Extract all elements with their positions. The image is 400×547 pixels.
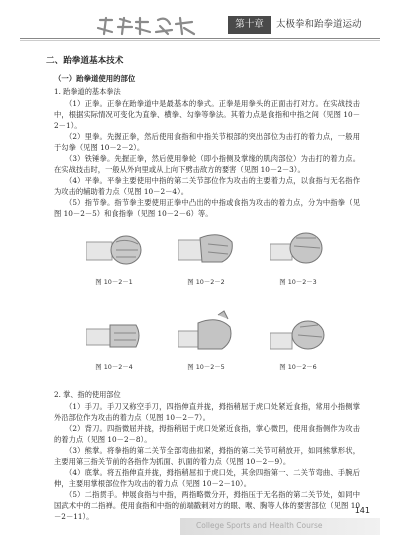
figure <box>270 224 326 287</box>
paragraph: （3）熊掌。将拳指的第二关节全部弯曲扣紧，拇指的第二关节可稍放开，如同熊掌形状，主要用第三指关节前的各指作为抓面、扒面的着力点（见图 10－2－9）。 <box>54 446 360 466</box>
hammer-fist-icon <box>270 224 328 274</box>
page-number: 141 <box>354 506 370 515</box>
figure-caption: 图 10－2－4 <box>95 363 133 371</box>
figure <box>86 224 142 287</box>
subsubsection-title: 1. 跆拳道的基本拳法 <box>54 87 121 96</box>
paragraph: （4）底掌。将五指伸直并拢，拇指稍屈扣于虎口处，其余四指第一、二关节弯曲、手腕后伸，主要用掌根部位作为攻击的着力点（见图 10－2－10）。 <box>54 468 360 488</box>
fist-front-icon <box>86 224 144 274</box>
calligraphy-logo-icon <box>96 14 206 38</box>
paragraph: （5）二指贯手。伸展食指与中指，两指略微分开，拇指压于无名指的第二关节处，如同中国武术中的二指禅。使用食指和中指的前端戳刺对方的眼、喉、胸等人体的要害部位（见图 10－2－11）。 <box>54 490 360 521</box>
subsection-title: （一）跆拳道使用的部位 <box>54 74 136 83</box>
paragraph: （4）平拳。平拳主要使用中指的第二关节部位作为攻击的主要着力点，以食指与无名指作为攻击的辅助着力点（见图 10－2－4）。 <box>54 176 360 196</box>
header-rule-light <box>20 40 380 41</box>
figure-caption: 图 10－2－3 <box>279 278 317 286</box>
figure-caption: 图 10－2－5 <box>187 363 225 371</box>
figure-row <box>54 309 360 389</box>
header-rule <box>20 38 380 39</box>
figure <box>86 309 142 372</box>
figure-caption: 图 10－2－1 <box>95 278 133 286</box>
page-content <box>46 50 360 522</box>
figure <box>178 309 234 372</box>
figure-caption: 图 10－2－6 <box>279 363 317 371</box>
paragraph: （3）铁锤拳。先握正拳，然后使用拳轮（即小指侧及掌缘的肌肉部位）为击打的着力点。在实战技击时，一般从外向里或从上向下劈击敌方的要害（见图 10－2－3）。 <box>54 154 360 174</box>
figure-row <box>54 222 360 306</box>
flat-fist-icon <box>86 309 144 359</box>
index-knuckle-fist-icon <box>270 309 328 359</box>
paragraph: （1）正拳。正拳在跆拳道中是最基本的拳式。正拳是用拳头的正面击打对方。在实战技击中，根据实际情况可变化为直拳、横拳、勾拳等拳法。其着力点是食指和中指之间（见图 10－2－1）。 <box>54 99 360 130</box>
subsubsection-title: 2. 掌、指的使用部位 <box>54 390 121 399</box>
page-footer <box>0 500 400 547</box>
figure <box>270 309 326 372</box>
middle-knuckle-fist-icon <box>178 309 236 359</box>
chapter-label: 第十章 <box>228 16 271 34</box>
back-fist-icon <box>178 224 236 274</box>
figure-caption: 图 10－2－2 <box>187 278 225 286</box>
section-title: 二、跆拳道基本技术 <box>46 56 124 66</box>
paragraph: （2）里拳。先握正拳，然后使用食指和中指关节根部的突出部位为击打的着力点，一般用于勾拳（见图 10－2－2）。 <box>54 132 360 152</box>
paragraph: （2）背刀。四指微屈并拢，拇指稍屈于虎口处紧近食指，掌心微凹，使用食指侧作为攻击的着力点（见图 10－2－8）。 <box>54 424 360 444</box>
page-header <box>0 0 400 48</box>
footer-course-title: College Sports and Health Course <box>196 521 323 530</box>
paragraph: （1）手刀。手刀又称空手刀，四指伸直并拢，拇指稍屈于虎口处紧近食指，常用小指侧掌外沿部位作为攻击的着力点（见图 10－2－7）。 <box>54 402 360 422</box>
figure <box>178 224 234 287</box>
chapter-title: 太极拳和跆拳道运动 <box>276 19 362 30</box>
paragraph: （5）指节拳。指节拳主要使用正拳中凸出的中指或食指为攻击的着力点，分为中指拳（见图 10－2－5）和食指拳（见图 10－2－6）等。 <box>54 198 360 218</box>
